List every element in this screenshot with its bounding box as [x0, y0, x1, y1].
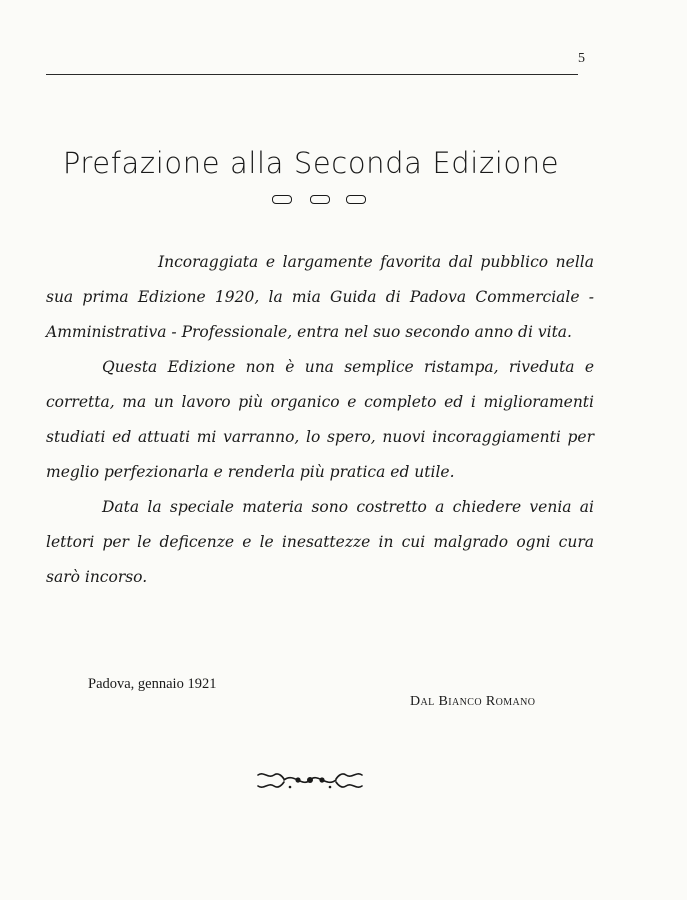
author-signature: Dal Bianco Romano [410, 694, 536, 709]
place-date: Padova, gennaio 1921 [88, 676, 217, 692]
paragraph-3: Data la speciale materia sono costretto a chiedere venia ai lettori per le deficenze e le inesattezze in cui malgrado ogni cura sarò incorso. [46, 498, 594, 586]
paragraph-2: Questa Edizione non è una semplice ristampa, riveduta e corretta, ma un lavoro più organico e completo ed i miglioramenti studiati ed attuati mi varranno, lo spero, nuovi incoraggiamenti per meglio perfezionarla e renderla più pratica ed utile. [46, 358, 594, 481]
closing-flourish-icon [254, 766, 366, 796]
page-number: 5 [578, 51, 585, 66]
header-rule [46, 74, 578, 75]
paragraph-1: Incoraggiata e largamente favorita dal pubblico nella sua prima Edizione 1920, la mia Guida di Padova Commerciale - Amministrativa - Professionale, entra nel suo secondo anno di vita. [46, 253, 594, 341]
page-title: Prefazione alla Seconda Edizione [62, 146, 560, 180]
preface-body [46, 245, 594, 595]
title-ornament-icon [270, 195, 370, 209]
